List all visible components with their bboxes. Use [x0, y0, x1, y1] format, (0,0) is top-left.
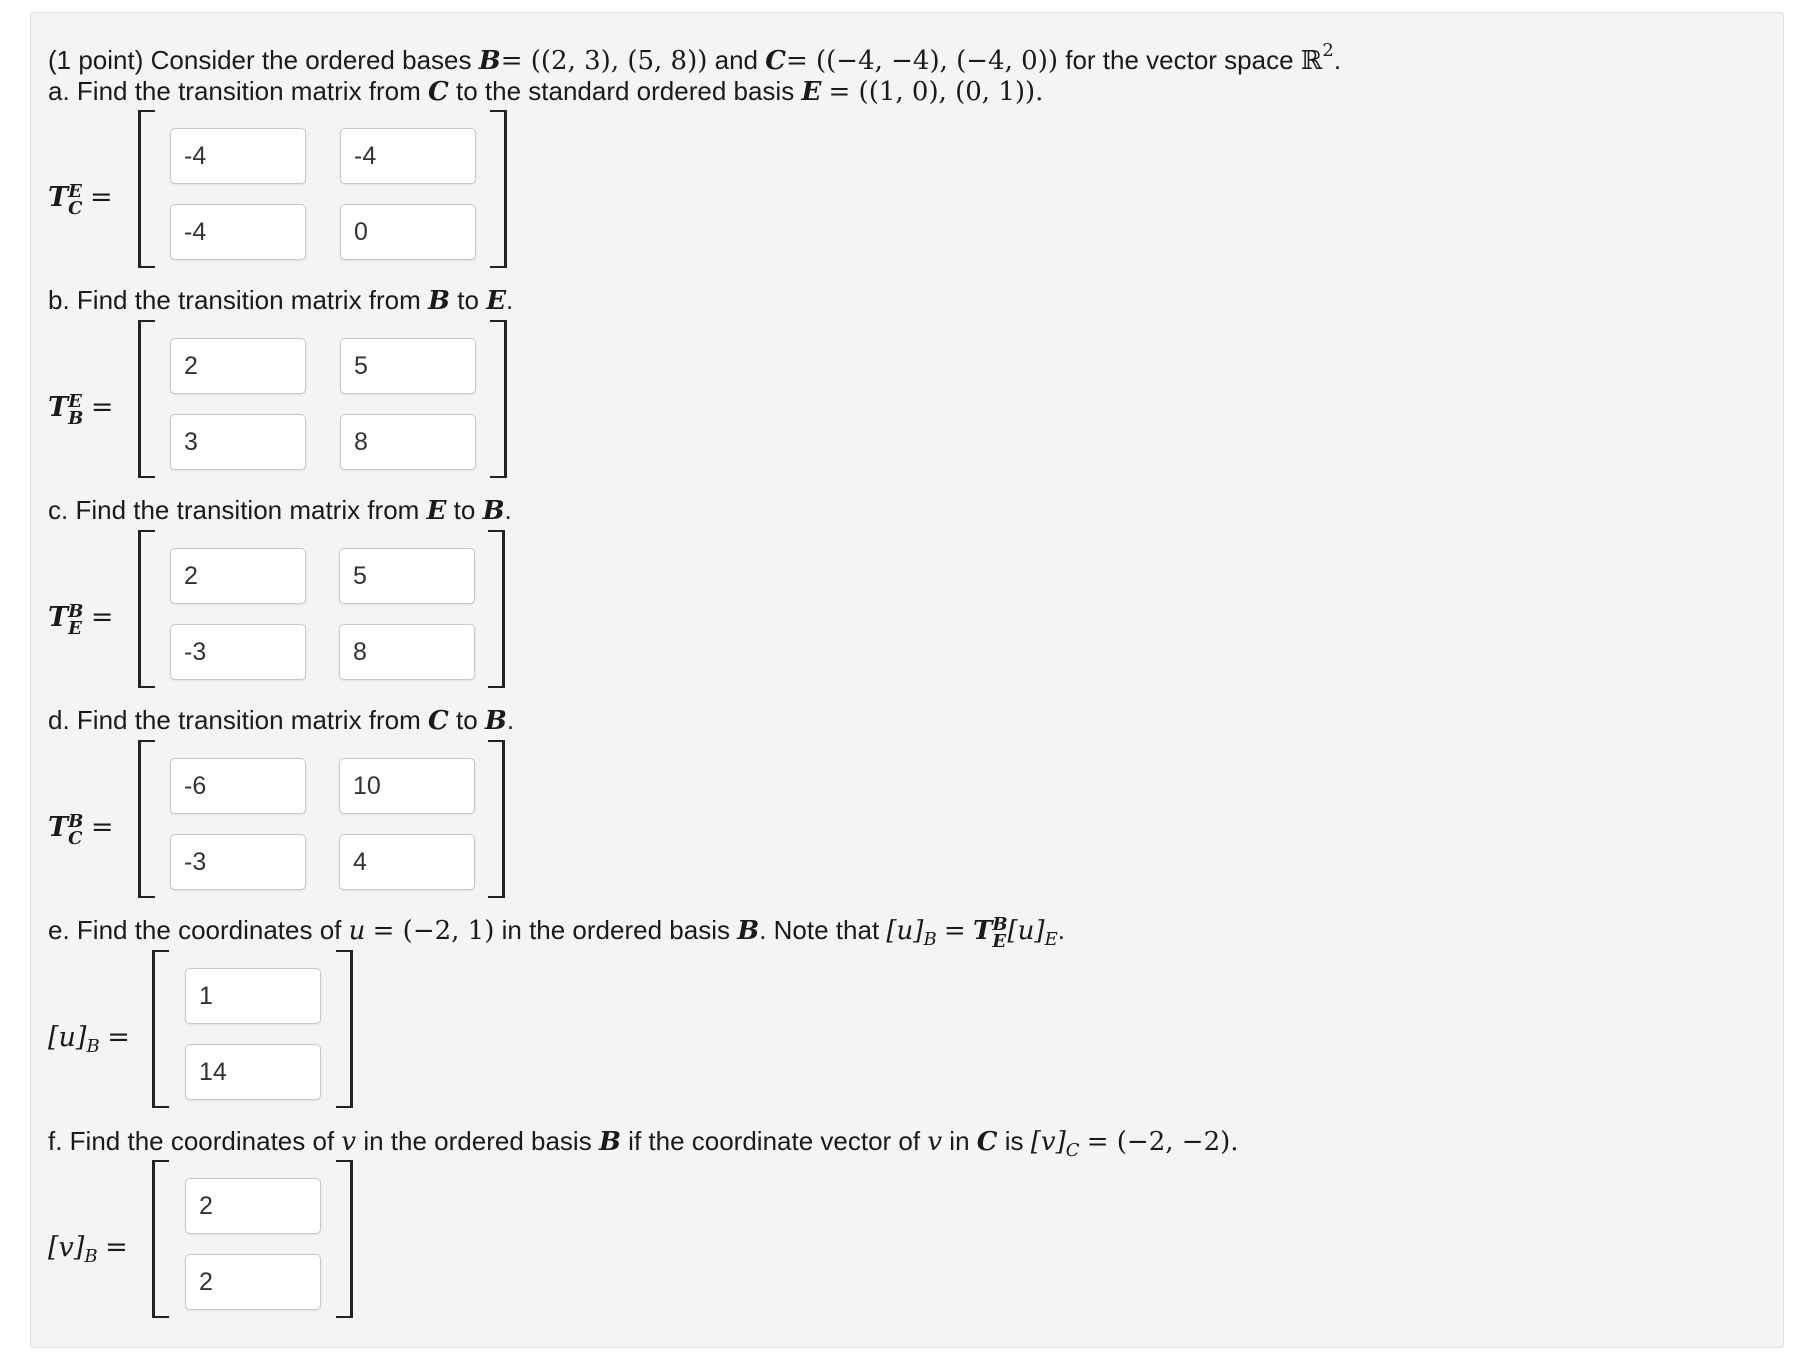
- part-a-cell-1-1[interactable]: [170, 128, 306, 184]
- part-c-prompt: [48, 493, 512, 528]
- statement-and: and: [714, 45, 759, 75]
- part-c-lhs-sub: E: [68, 618, 82, 639]
- part-f-v2: v: [927, 1127, 943, 1157]
- part-b-prompt: [48, 283, 513, 318]
- part-f-vc: [v]: [1030, 1127, 1066, 1157]
- part-b-cell-1-1[interactable]: [170, 338, 306, 394]
- part-c-lhs-sup: B: [68, 601, 84, 622]
- basis-c-definition: = ((−4, −4), (−4, 0)): [785, 46, 1058, 76]
- part-b-lhs: [48, 392, 113, 427]
- part-d-cell-1-2[interactable]: [339, 758, 475, 814]
- part-f-cell-1[interactable]: [185, 1178, 321, 1234]
- part-d-to-word: to: [455, 705, 478, 735]
- part-e-text2: in the ordered basis: [501, 915, 730, 945]
- part-b-dot: .: [506, 285, 514, 315]
- part-c-dot: .: [504, 495, 512, 525]
- part-d-lhs-sub: C: [68, 828, 83, 849]
- part-c-right-bracket: [488, 530, 505, 688]
- part-d-cell-1-1[interactable]: [170, 758, 306, 814]
- part-a-e-definition: = ((1, 0), (0, 1)).: [828, 77, 1044, 107]
- part-d-left-bracket: [138, 740, 155, 898]
- part-f-text4: in: [949, 1126, 970, 1156]
- part-a-from: C: [428, 77, 449, 107]
- part-a-equals: =: [89, 182, 113, 213]
- part-d-cell-2-2[interactable]: [339, 834, 475, 890]
- part-a-cell-1-2[interactable]: [340, 128, 476, 184]
- basis-b-symbol: B: [478, 46, 501, 76]
- part-d-prompt: [48, 703, 514, 738]
- part-c-to-word: to: [453, 495, 476, 525]
- part-b-left-bracket: [138, 320, 155, 478]
- part-a-prompt: [48, 74, 1043, 109]
- part-d-text: d. Find the transition matrix from: [48, 705, 421, 735]
- part-b-from: B: [428, 286, 451, 316]
- part-a-lhs-t: T: [48, 182, 69, 213]
- part-f-vc-definition: = (−2, −2).: [1086, 1127, 1239, 1157]
- part-c-lhs: [48, 602, 113, 637]
- basis-b-definition: = ((2, 3), (5, 8)): [500, 46, 708, 76]
- part-b-cell-1-2[interactable]: [340, 338, 476, 394]
- part-a-cell-2-2[interactable]: [340, 204, 476, 260]
- part-c-from: E: [426, 496, 447, 526]
- part-b-cell-2-2[interactable]: [340, 414, 476, 470]
- part-c-cell-2-1[interactable]: [170, 624, 306, 680]
- part-f-v: v: [341, 1127, 357, 1157]
- part-f-prompt: [48, 1124, 1239, 1168]
- part-b-lhs-sup: E: [68, 391, 82, 412]
- part-a-left-bracket: [138, 110, 155, 268]
- statement-for: for the vector space: [1065, 45, 1294, 75]
- part-b-equals: =: [90, 392, 114, 423]
- part-b-to-word: to: [457, 285, 479, 315]
- part-c-text: c. Find the transition matrix from: [48, 495, 420, 525]
- part-e-lhs: [48, 1022, 130, 1057]
- part-e-formula-lhs: [u]: [886, 916, 924, 946]
- part-e-equals: =: [107, 1022, 130, 1053]
- part-a-lhs-sub: C: [68, 198, 83, 219]
- part-e-formula-t: T: [972, 916, 993, 946]
- part-b-to: E: [486, 286, 507, 316]
- part-d-lhs: [48, 812, 113, 847]
- part-e-lhs-sub: B: [86, 1036, 100, 1057]
- part-e-formula-sub: B: [923, 929, 937, 950]
- part-b-lhs-sub: B: [68, 408, 84, 429]
- part-e-left-bracket: [152, 950, 169, 1108]
- part-e-formula-t-sub: E: [992, 931, 1007, 952]
- part-f-b: B: [598, 1127, 621, 1157]
- part-a-e-symbol: E: [801, 77, 822, 107]
- part-f-left-bracket: [152, 1160, 169, 1318]
- part-e-formula-eq: =: [943, 916, 966, 946]
- part-d-cell-2-1[interactable]: [170, 834, 306, 890]
- statement-period: .: [1333, 45, 1342, 75]
- part-e-cell-1[interactable]: [185, 968, 321, 1024]
- part-a-text2: to the standard ordered basis: [455, 76, 795, 106]
- part-e-formula-t-sup: B: [992, 914, 1008, 935]
- part-f-lhs-sub: B: [84, 1246, 98, 1267]
- part-e-u-definition: = (−2, 1): [372, 916, 495, 946]
- part-c-equals: =: [90, 602, 114, 633]
- part-d-lhs-sup: B: [68, 811, 84, 832]
- part-b-text: b. Find the transition matrix from: [48, 285, 421, 315]
- part-c-to: B: [482, 496, 505, 526]
- real-space-exponent: 2: [1322, 40, 1334, 61]
- part-f-right-bracket: [336, 1160, 353, 1318]
- part-c-cell-1-1[interactable]: [170, 548, 306, 604]
- part-f-text5: is: [1004, 1126, 1024, 1156]
- part-f-lhs-bracket: [v]: [48, 1232, 85, 1263]
- basis-c-symbol: C: [765, 46, 786, 76]
- part-f-c: C: [976, 1127, 998, 1157]
- part-a-text: a. Find the transition matrix from: [48, 76, 421, 106]
- part-f-equals: =: [105, 1232, 128, 1263]
- part-e-text3: . Note that: [759, 915, 880, 945]
- problem-statement: [48, 34, 1341, 78]
- part-d-right-bracket: [488, 740, 505, 898]
- part-a-right-bracket: [490, 110, 507, 268]
- part-e-b: B: [737, 916, 760, 946]
- part-e-lhs-bracket: [u]: [48, 1022, 87, 1053]
- part-d-to: B: [484, 706, 507, 736]
- part-f-cell-2[interactable]: [185, 1254, 321, 1310]
- part-a-cell-2-1[interactable]: [170, 204, 306, 260]
- part-c-left-bracket: [138, 530, 155, 688]
- part-a-lhs-sup: E: [68, 181, 82, 202]
- part-f-text2: in the ordered basis: [363, 1126, 592, 1156]
- points-label: (1 point): [48, 45, 144, 75]
- part-c-cell-1-2[interactable]: [339, 548, 475, 604]
- statement-text: Consider the ordered bases: [150, 45, 472, 75]
- part-b-lhs-t: T: [48, 392, 69, 423]
- part-a-lhs: [48, 182, 113, 217]
- part-f-vc-sub: C: [1065, 1140, 1080, 1161]
- part-e-formula-rhs-sub: E: [1044, 929, 1058, 950]
- part-e-prompt: [48, 913, 1065, 957]
- part-c-cell-2-2[interactable]: [339, 624, 475, 680]
- part-d-from: C: [428, 706, 449, 736]
- part-e-cell-2[interactable]: [185, 1044, 321, 1100]
- part-f-text3: if the coordinate vector of: [628, 1126, 921, 1156]
- part-f-lhs: [48, 1232, 128, 1267]
- part-e-formula-rhs: [u]: [1007, 916, 1045, 946]
- real-space-symbol: ℝ: [1300, 46, 1323, 76]
- part-e-u: u: [348, 916, 366, 946]
- part-b-cell-2-1[interactable]: [170, 414, 306, 470]
- part-e-text: e. Find the coordinates of: [48, 915, 342, 945]
- part-e-right-bracket: [336, 950, 353, 1108]
- part-d-dot: .: [506, 705, 515, 735]
- part-e-formula-end: .: [1057, 915, 1065, 945]
- part-b-right-bracket: [490, 320, 507, 478]
- part-d-lhs-t: T: [48, 812, 69, 843]
- part-d-equals: =: [90, 812, 114, 843]
- part-c-lhs-t: T: [48, 602, 69, 633]
- part-f-text: f. Find the coordinates of: [48, 1126, 335, 1156]
